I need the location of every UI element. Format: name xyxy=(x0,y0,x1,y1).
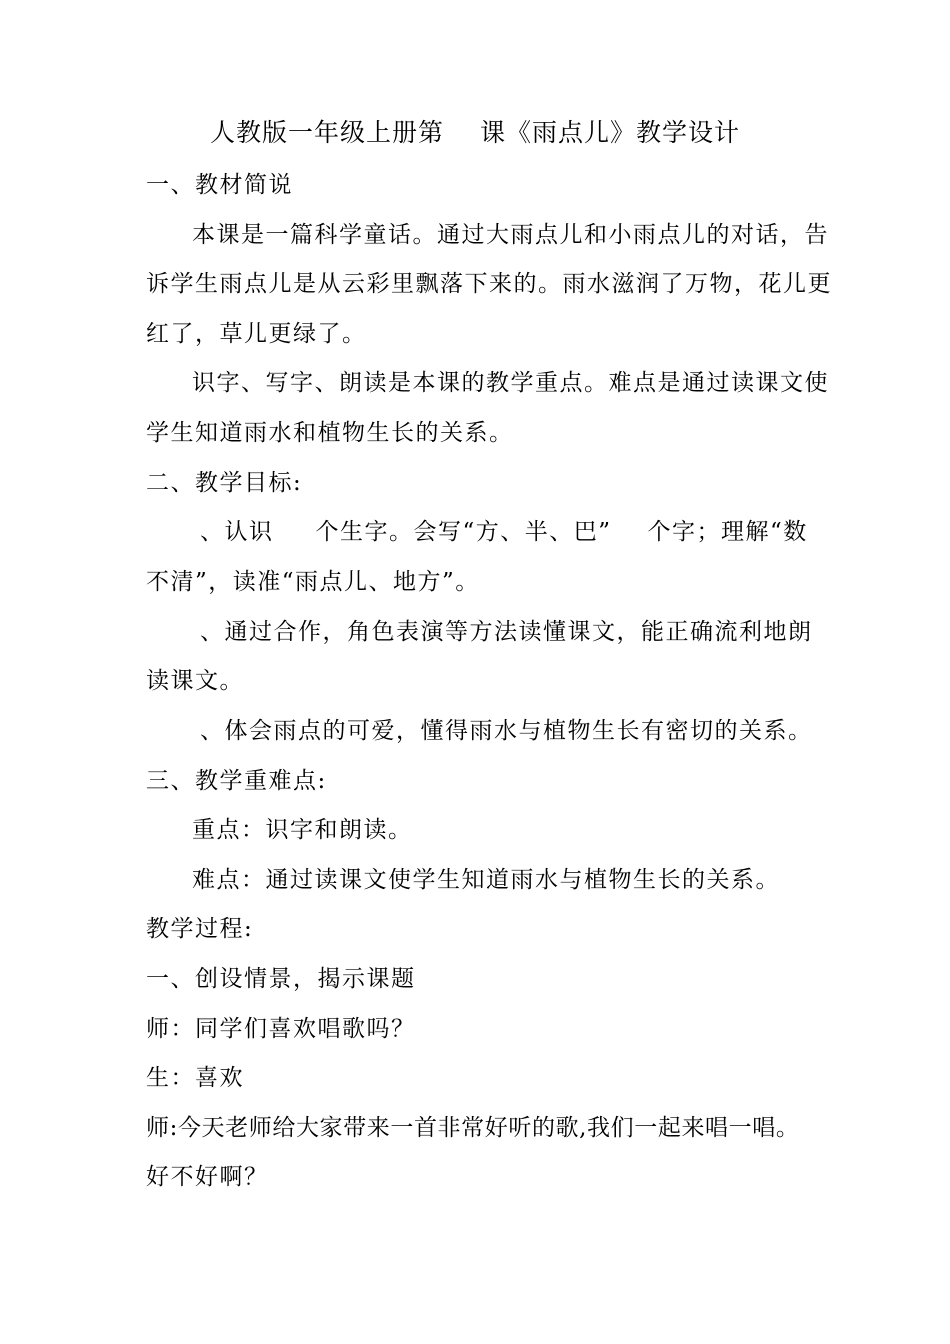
paragraph-line: 本课是一篇科学童话。通过大雨点儿和小雨点儿的对话，告 xyxy=(192,222,829,248)
paragraph-line: 识字、写字、朗读是本课的教学重点。难点是通过读课文使 xyxy=(192,370,829,396)
goal-1-part-b: 个生字。会写“方、半、巴” xyxy=(315,519,612,545)
title-part-1: 人教版一年级上册第 xyxy=(209,118,444,147)
section-heading-goals: 二、教学目标: xyxy=(146,470,303,496)
document-title xyxy=(0,116,950,150)
paragraph-line: 红了，草儿更绿了。 xyxy=(146,321,367,347)
paragraph-line: 不清”，读准“雨点儿、地方”。 xyxy=(146,569,480,595)
goal-3-line: 、体会雨点的可爱，懂得雨水与植物生长有密切的关系。 xyxy=(200,718,813,744)
key-point-line: 重点：识字和朗读。 xyxy=(192,817,413,843)
dialogue-line: 生：喜欢 xyxy=(146,1065,244,1091)
dialogue-line: 师:今天老师给大家带来一首非常好听的歌,我们一起来唱一唱。 xyxy=(146,1115,800,1141)
title-part-2: 课《雨点儿》教学设计 xyxy=(480,118,741,147)
dialogue-line: 师：同学们喜欢唱歌吗？ xyxy=(146,1016,416,1042)
goal-1-part-a: 、认识 xyxy=(200,519,274,545)
goal-2-line: 、通过合作，角色表演等方法读懂课文，能正确流利地朗 xyxy=(200,619,813,645)
paragraph-line: 读课文。 xyxy=(146,668,244,694)
step-heading: 一、创设情景，揭示课题 xyxy=(146,966,416,992)
goal-1-part-c: 个字；理解“数 xyxy=(647,519,808,545)
paragraph-line: 学生知道雨水和植物生长的关系。 xyxy=(146,420,514,446)
goal-1-line xyxy=(200,517,808,547)
difficult-point-line: 难点：通过读课文使学生知道雨水与植物生长的关系。 xyxy=(192,867,780,893)
section-heading-materials: 一、教材简说 xyxy=(146,172,293,198)
section-heading-key-points: 三、教学重难点: xyxy=(146,768,327,794)
section-heading-process: 教学过程: xyxy=(146,916,254,942)
paragraph-line: 诉学生雨点儿是从云彩里飘落下来的。雨水滋润了万物，花儿更 xyxy=(146,271,832,297)
dialogue-line: 好不好啊？ xyxy=(146,1164,269,1190)
